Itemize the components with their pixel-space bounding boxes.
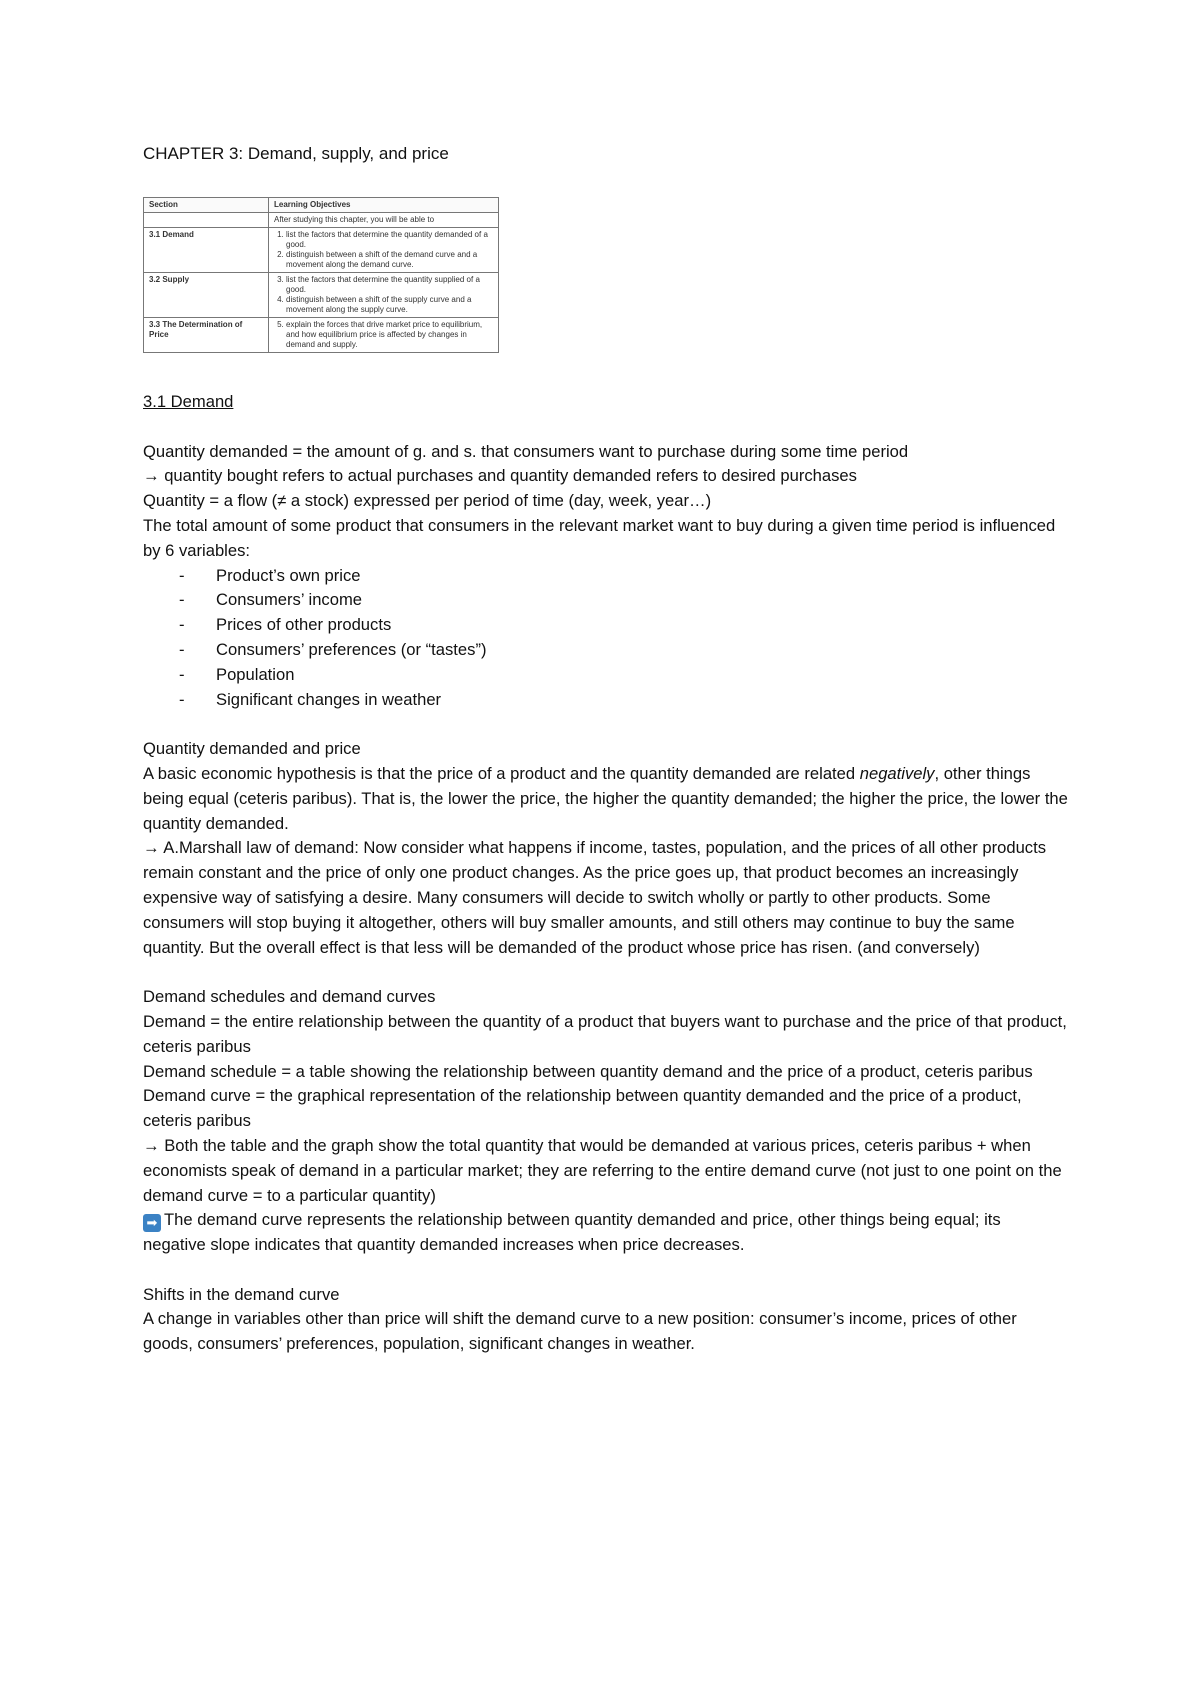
objective-item: 1. list the factors that determine the quantity demanded of a good.: [286, 230, 493, 250]
list-item: - Consumers’ income: [179, 590, 363, 610]
document-body: [143, 390, 1068, 1357]
table-row: [144, 273, 499, 318]
subheading-shifts: Shifts in the demand curve: [143, 1284, 340, 1304]
objective-item: 2. distinguish between a shift of the demand curve and a movement along the demand curve.: [286, 250, 493, 270]
table-section-cell: 3.1 Demand: [144, 228, 269, 273]
table-objectives-cell: [269, 228, 499, 273]
chapter-title: CHAPTER 3: Demand, supply, and price: [143, 144, 449, 163]
table-objectives-cell: [269, 318, 499, 353]
list-item: - Population: [179, 664, 295, 684]
paragraph: The total amount of some product that consumers in the relevant market want to buy during a given time period is influenced by 6 variables:: [143, 515, 1056, 560]
objective-item: 3. list the factors that determine the quantity supplied of a good.: [286, 275, 493, 295]
paragraph: Quantity = a flow (≠ a stock) expressed per period of time (day, week, year…): [143, 491, 712, 511]
table-intro: After studying this chapter, you will be able to: [269, 213, 499, 228]
paragraph: A basic economic hypothesis is that the price of a product and the quantity demanded are related negatively, other things being equal (ceteris paribus). That is, the lower the price, the higher the quantity demanded; the higher the price, the lower the quantity demanded.: [143, 763, 1068, 833]
demand-variables-list: [143, 564, 1068, 713]
table-section-cell: 3.2 Supply: [144, 273, 269, 318]
paragraph: → quantity bought refers to actual purchases and quantity demanded refers to desired purchases: [143, 466, 857, 486]
table-section-cell: 3.3 The Determination of Price: [144, 318, 269, 353]
objective-item: 4. distinguish between a shift of the supply curve and a movement along the supply curve.: [286, 295, 493, 315]
subheading-demand-schedules: Demand schedules and demand curves: [143, 987, 436, 1007]
paragraph: Demand schedule = a table showing the relationship between quantity demand and the price of a product, ceteris paribus: [143, 1061, 1033, 1081]
paragraph: Demand curve = the graphical representation of the relationship between quantity demanded and the price of a product, ceteris paribus: [143, 1086, 1022, 1131]
list-item: - Prices of other products: [179, 615, 392, 635]
paragraph: Demand = the entire relationship between the quantity of a product that buyers want to purchase and the price of that product, ceteris paribus: [143, 1011, 1067, 1056]
right-arrow-icon: ➡: [143, 1214, 161, 1232]
table-cell-empty: [144, 213, 269, 228]
learning-objectives-table: [143, 197, 499, 353]
list-item: - Product’s own price: [179, 565, 361, 585]
paragraph: ➡ The demand curve represents the relationship between quantity demanded and price, other things being equal; its negative slope indicates that quantity demanded increases when price decreases.: [143, 1210, 1001, 1255]
section-heading-demand: 3.1 Demand: [143, 392, 234, 411]
objective-item: 5. explain the forces that drive market price to equilibrium, and how equilibrium price is affected by changes in demand and supply.: [286, 320, 493, 350]
paragraph: A change in variables other than price will shift the demand curve to a new position: consumer’s income, prices of other goods, consumers’ preferences, population, significant changes in weather.: [143, 1309, 1017, 1354]
table-header-objectives: Learning Objectives: [269, 198, 499, 213]
subheading-quantity-demanded-price: Quantity demanded and price: [143, 739, 361, 759]
paragraph: → Both the table and the graph show the total quantity that would be demanded at various prices, ceteris paribus + when economists speak of demand in a particular market; they are referring to the entire demand curve (not just to one point on the demand curve = to a particular quantity): [143, 1135, 1062, 1205]
list-item: - Consumers’ preferences (or “tastes”): [179, 639, 487, 659]
table-header-section: Section: [144, 198, 269, 213]
paragraph: → A.Marshall law of demand: Now consider what happens if income, tastes, population, and the prices of all other products remain constant and the price of only one product changes. As the price goes up, that product becomes an increasingly expensive way of satisfying a desire. Many consumers will decide to switch wholly or partly to other products. Some consumers will stop buying it altogether, others will buy smaller amounts, and still others may continue to buy the same quantity. But the overall effect is that less will be demanded of the product whose price has risen. (and conversely): [143, 838, 1047, 957]
table-row: [144, 228, 499, 273]
table-row: [144, 318, 499, 353]
paragraph: Quantity demanded = the amount of g. and s. that consumers want to purchase during some time period: [143, 441, 909, 461]
list-item: - Significant changes in weather: [179, 689, 442, 709]
table-objectives-cell: [269, 273, 499, 318]
